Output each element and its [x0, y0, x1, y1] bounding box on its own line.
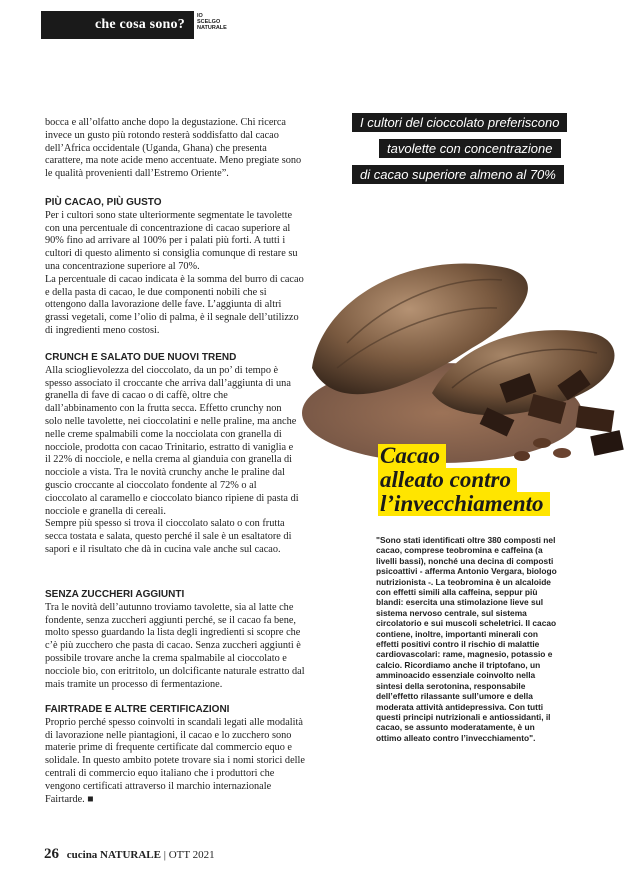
paragraph: Alla scioglievolezza del cioccolato, da un po’ di tempo è spesso associato il croccante che arriva dall’aggiunta di una granella di fave di cacao o di caffè, oltre che dall’abbinamento con la frutta secca. Effetto crunchy non solo nelle tavolette, nei cioccolatini e nelle praline, ma anche nelle creme spalmabili come la nocciolata con granella di nocciole, prodotta con cacao Trinitario, estratto di vaniglia e il 22% di nocciole, e nella crema al gianduia con granella di nocciole a vista. Tra le novità crunchy anche le praline dal guscio croccante al cioccolato fondente al 72% o al cioccolato al caramello e cioccolato bianco ripiene di pasta di nocciole e granella di cereali.: [45, 364, 299, 517]
page-number: 26: [44, 846, 59, 862]
section-sugar-free: [45, 589, 310, 691]
box-body: "Sono stati identificati oltre 380 composti nel cacao, comprese teobromina e caffeina (a livelli bassi), nonché una decina di composti psicoattivi - afferma Antonio Vergara, biologo nutrizionista -. La teobromina è un alcaloide con effetti simili alla caffeina, seppur più blandi: esercita una stimolazione lieve sul sistema nervoso centrale, sul sistema circolatorio e sui muscoli scheletrici. Il cacao contiene, inoltre, importanti minerali con effetti positivi contro il rischio di malattie cardiovascolari: rame, magnesio, potassio e calcio. Ricordiamo anche il triptofano, un amminoacido essenziale coinvolto nella sintesi della serotonina, responsabile dell’effetto rilassante sull’umore e della moderata attività antidepressiva. Con tutti questi principi nutrizionali e antiossidanti, il cacao, se assunto moderatamente, è un ottimo alleato contro l’invecchiamento".: [376, 535, 557, 743]
pull-quote-line-2: tavolette con concentrazione: [379, 139, 561, 158]
subhead-crunch: CRUNCH E SALATO DUE NUOVI TREND: [45, 352, 237, 363]
magazine-name: cucina NATURALE: [66, 849, 161, 861]
box-title: Cacao alleato contro l’invecchiamento: [378, 444, 550, 516]
pull-quote-line-1: I cultori del cioccolato preferiscono: [352, 113, 567, 132]
pull-quote-line-3: di cacao superiore almeno al 70%: [352, 165, 564, 184]
paragraph: La percentuale di cacao indicata è la somma del burro di cacao e della pasta di cacao, le due componenti nobili che si ottengono dalla lavorazione delle fave. L’aggiunta di altri grassi vegetali, come l’olio di palma, è il segnale dell’utilizzo di ingredienti meno costosi.: [45, 273, 304, 336]
issue-date: OTT 2021: [168, 849, 215, 861]
section-more-cacao: [45, 197, 305, 338]
paragraph: Tra le novità dell’autunno troviamo tavolette, sia al latte che fondente, senza zuccheri aggiunti perché, se il cacao fa bene, molto spesso guardando la lista degli ingredienti si scopre che c’è più zucchero che pasta di cacao. Senza zuccheri aggiunti è possibile trovare anche la crema spalmabile al cioccolato e nocciole bio, con eritritolo, un dolcificante naturale estratto dal mais tramite un processo di fermentazione.: [45, 601, 305, 690]
subhead-sugar-free: SENZA ZUCCHERI AGGIUNTI: [45, 589, 185, 600]
section-tag: IO SCELGO NATURALE: [197, 13, 227, 31]
footer-separator: |: [163, 849, 166, 861]
intro-paragraph: bocca e all’olfatto anche dopo la degustazione. Chi ricerca invece un gusto più rotondo resterà soddisfatto dal cacao dell’Africa occidentale (Uganda, Ghana) che presenta carattere, ma note acide meno accentuate. Meno pregiate sono le qualità provenienti dall’Estremo Oriente”.: [45, 117, 302, 180]
end-mark-icon: ■: [87, 793, 94, 805]
section-title: che cosa sono?: [95, 17, 185, 32]
paragraph: Sempre più spesso si trova il cioccolato salato o con frutta secca tostata e salata, questo perché il sale è un esaltatore di sapori e il risultato che dà in cucina vale anche sul cacao.: [45, 518, 292, 555]
subhead-fairtrade: FAIRTRADE E ALTRE CERTIFICAZIONI: [45, 704, 230, 715]
article-column: [45, 117, 305, 181]
section-crunch: [45, 352, 301, 557]
section-header: [41, 11, 194, 39]
section-fairtrade: [45, 704, 310, 806]
paragraph: Per i cultori sono state ulteriormente segmentate le tavolette con una percentuale di concentrazione di cacao superiore al 90% fino ad arrivare al 100% per i palati più forti. A tutti i cultori di questo alimento si consiglia comunque di restare su una concentrazione superiore al 70%.: [45, 209, 298, 272]
paragraph: Proprio perché spesso coinvolti in scandali legati alle modalità di lavorazione nelle piantagioni, il cacao e lo zucchero sono materie prime di frequente certificate dal commercio equo e solidale. In questo ambito potete trovare sia i nomi storici delle centrali di commercio equo italiano che i produttori che vengono certificati attraverso il marchio internazionale Fairtarde. ■: [45, 716, 305, 805]
subhead-more-cacao: PIÙ CACAO, PIÙ GUSTO: [45, 197, 162, 208]
page-footer: [44, 846, 215, 863]
